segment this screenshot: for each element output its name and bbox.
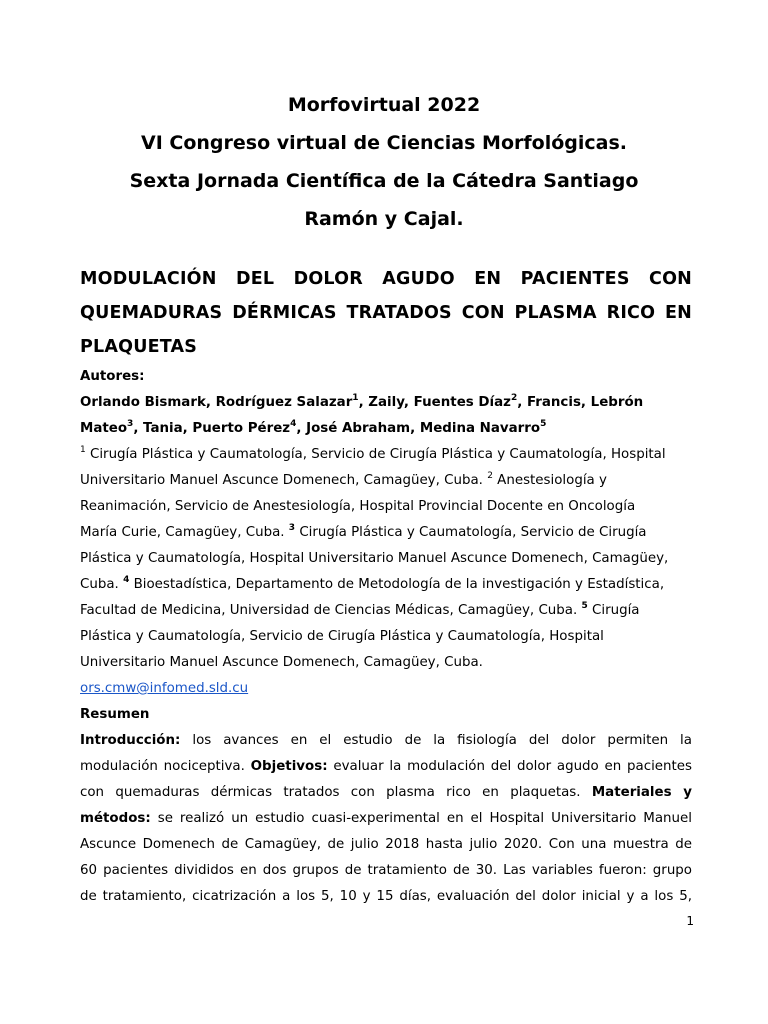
congress-name: Morfovirtual 2022 — [287, 94, 481, 116]
event-title-line1: Sexta Jornada Científica de la Cátedra Santiago — [129, 170, 639, 192]
abstract-line1: Introducción: los avances en el estudio de la fisiología del dolor permiten la — [80, 733, 692, 748]
page-number: 1 — [686, 914, 694, 928]
abstract-heading: Resumen — [80, 707, 150, 722]
affiliation-line1: $^1$ Cirugía Plástica y Caumatología, Servicio de Cirugía Plástica y Caumatología, Hospital — [80, 444, 666, 462]
abstract-line2: modulación nociceptiva. Objetivos: evaluar la modulación del dolor agudo en pacientes — [80, 759, 692, 774]
email-line — [80, 679, 692, 699]
article-title-line1: MODULACIÓN DEL DOLOR AGUDO EN PACIENTES CON — [80, 269, 692, 289]
event-title-line2: Ramón y Cajal. — [304, 208, 464, 230]
article-title-line2: QUEMADURAS DÉRMICAS TRATADOS CON PLASMA RICO EN — [80, 303, 692, 323]
affiliation-line7: Facultad de Medicina, Universidad de Ciencias Médicas, Camagüey, Cuba. $^5$ Cirugía — [80, 600, 640, 618]
abstract-line7: de tratamiento, cicatrización a los 5, 10 y 15 días, evaluación del dolor inicial y a los 5, — [80, 889, 692, 904]
article-title-line3: PLAQUETAS — [80, 337, 198, 357]
affiliation-line9: Universitario Manuel Ascunce Domenech, Camagüey, Cuba. — [80, 655, 483, 670]
abstract-line6: 60 pacientes divididos en dos grupos de tratamiento de 30. Las variables fueron: grupo — [80, 863, 692, 878]
affiliation-line3: Reanimación, Servicio de Anestesiología, Hospital Provincial Docente en Oncología — [80, 499, 636, 514]
abstract-line4: métodos: se realizó un estudio cuasi-experimental en el Hospital Universitario Manuel — [80, 811, 692, 826]
affiliation-line2: Universitario Manuel Ascunce Domenech, Camagüey, Cuba. $^2$ Anestesiología y — [80, 470, 607, 488]
authors-line2: Mateo$^3$, Tania, Puerto Pérez$^4$, José Abraham, Medina Navarro$^5$ — [80, 418, 547, 436]
abstract-line3: con quemaduras dérmicas tratados con plasma rico en plaquetas. Materiales y — [80, 785, 692, 800]
affiliation-line6: Cuba. $^4$ Bioestadística, Departamento de Metodología de la investigación y Estadística, — [80, 574, 665, 592]
authors-line1: Orlando Bismark, Rodríguez Salazar$^1$, Zaily, Fuentes Díaz$^2$, Francis, Lebrón — [80, 392, 644, 410]
authors-label: Autores: — [80, 369, 145, 384]
email-link[interactable]: ors.cmw@infomed.sld.cu — [80, 681, 249, 696]
affiliation-line4: María Curie, Camagüey, Cuba. $^3$ Cirugía Plástica y Caumatología, Servicio de Cirugía — [80, 522, 647, 540]
affiliation-line5: Plástica y Caumatología, Hospital Universitario Manuel Ascunce Domenech, Camagüey, — [80, 551, 669, 566]
affiliation-line8: Plástica y Caumatología, Servicio de Cirugía Plástica y Caumatología, Hospital — [80, 629, 604, 644]
abstract-line5: Ascunce Domenech de Camagüey, de julio 2018 hasta julio 2020. Con una muestra de — [80, 837, 692, 852]
congress-subtitle: VI Congreso virtual de Ciencias Morfológicas. — [140, 132, 627, 154]
